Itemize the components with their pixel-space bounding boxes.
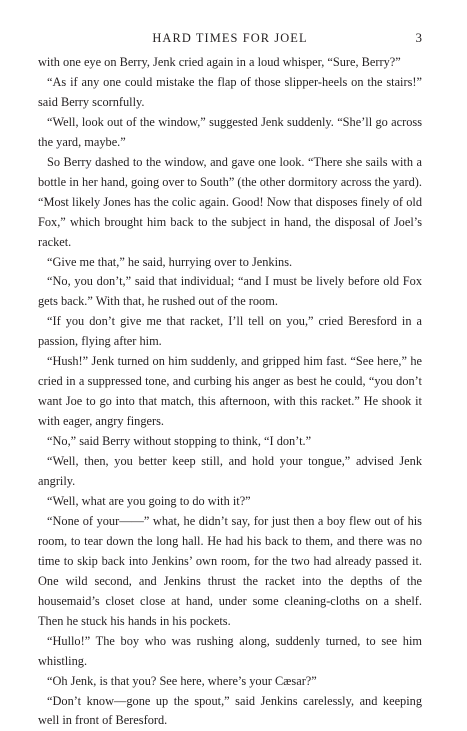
paragraph: “Well, then, you better keep still, and hold your tongue,” advised Jenk angrily. xyxy=(38,452,422,492)
running-header xyxy=(38,28,422,48)
paragraph: “Oh Jenk, is that you? See here, where’s your Cæsar?” xyxy=(38,672,422,692)
paragraph: “As if any one could mistake the flap of those slipper-heels on the stairs!” said Berry scornfully. xyxy=(38,73,422,113)
paragraph: “No, you don’t,” said that individual; “and I must be lively before old Fox gets back.” With that, he rushed out of the room. xyxy=(38,272,422,312)
paragraph: “No,” said Berry without stopping to think, “I don’t.” xyxy=(38,432,422,452)
page-number: 3 xyxy=(416,28,423,48)
body-text xyxy=(38,53,422,731)
paragraph: So Berry dashed to the window, and gave one look. “There she sails with a bottle in her hand, going over to South” (the other dormitory across the yard). “Most likely Jones has the colic again. Good! Now that disposes finely of old Fox,” which brought him back to the subject in hand, the disposal of Joel’s racket. xyxy=(38,153,422,253)
book-page xyxy=(38,28,422,731)
paragraph: “Hush!” Jenk turned on him suddenly, and gripped him fast. “See here,” he cried in a suppressed tone, and curbing his anger as best he could, “you don’t want Joe to go into that match, this afternoon, with this racket.” He shook it with eager, angry fingers. xyxy=(38,352,422,432)
paragraph: “Hullo!” The boy who was rushing along, suddenly turned, to see him whistling. xyxy=(38,632,422,672)
paragraph: “Don’t know—gone up the spout,” said Jenkins carelessly, and keeping well in front of Beresford. xyxy=(38,692,422,731)
paragraph: with one eye on Berry, Jenk cried again in a loud whisper, “Sure, Berry?” xyxy=(38,53,422,73)
paragraph: “Well, look out of the window,” suggested Jenk suddenly. “She’ll go across the yard, maybe.” xyxy=(38,113,422,153)
paragraph: “None of your——” what, he didn’t say, for just then a boy flew out of his room, to tear down the long hall. He had his back to them, and there was no time to skip back into Jenkins’ own room, for the two had already passed it. One wild second, and Jenkins thrust the racket into the depths of the housemaid’s closet close at hand, under some cleaning-cloths on a shelf. Then he stuck his hands in his pockets. xyxy=(38,512,422,632)
running-title: HARD TIMES FOR JOEL xyxy=(152,31,307,45)
paragraph: “If you don’t give me that racket, I’ll tell on you,” cried Beresford in a passion, flying after him. xyxy=(38,312,422,352)
paragraph: “Well, what are you going to do with it?” xyxy=(38,492,422,512)
paragraph: “Give me that,” he said, hurrying over to Jenkins. xyxy=(38,253,422,273)
